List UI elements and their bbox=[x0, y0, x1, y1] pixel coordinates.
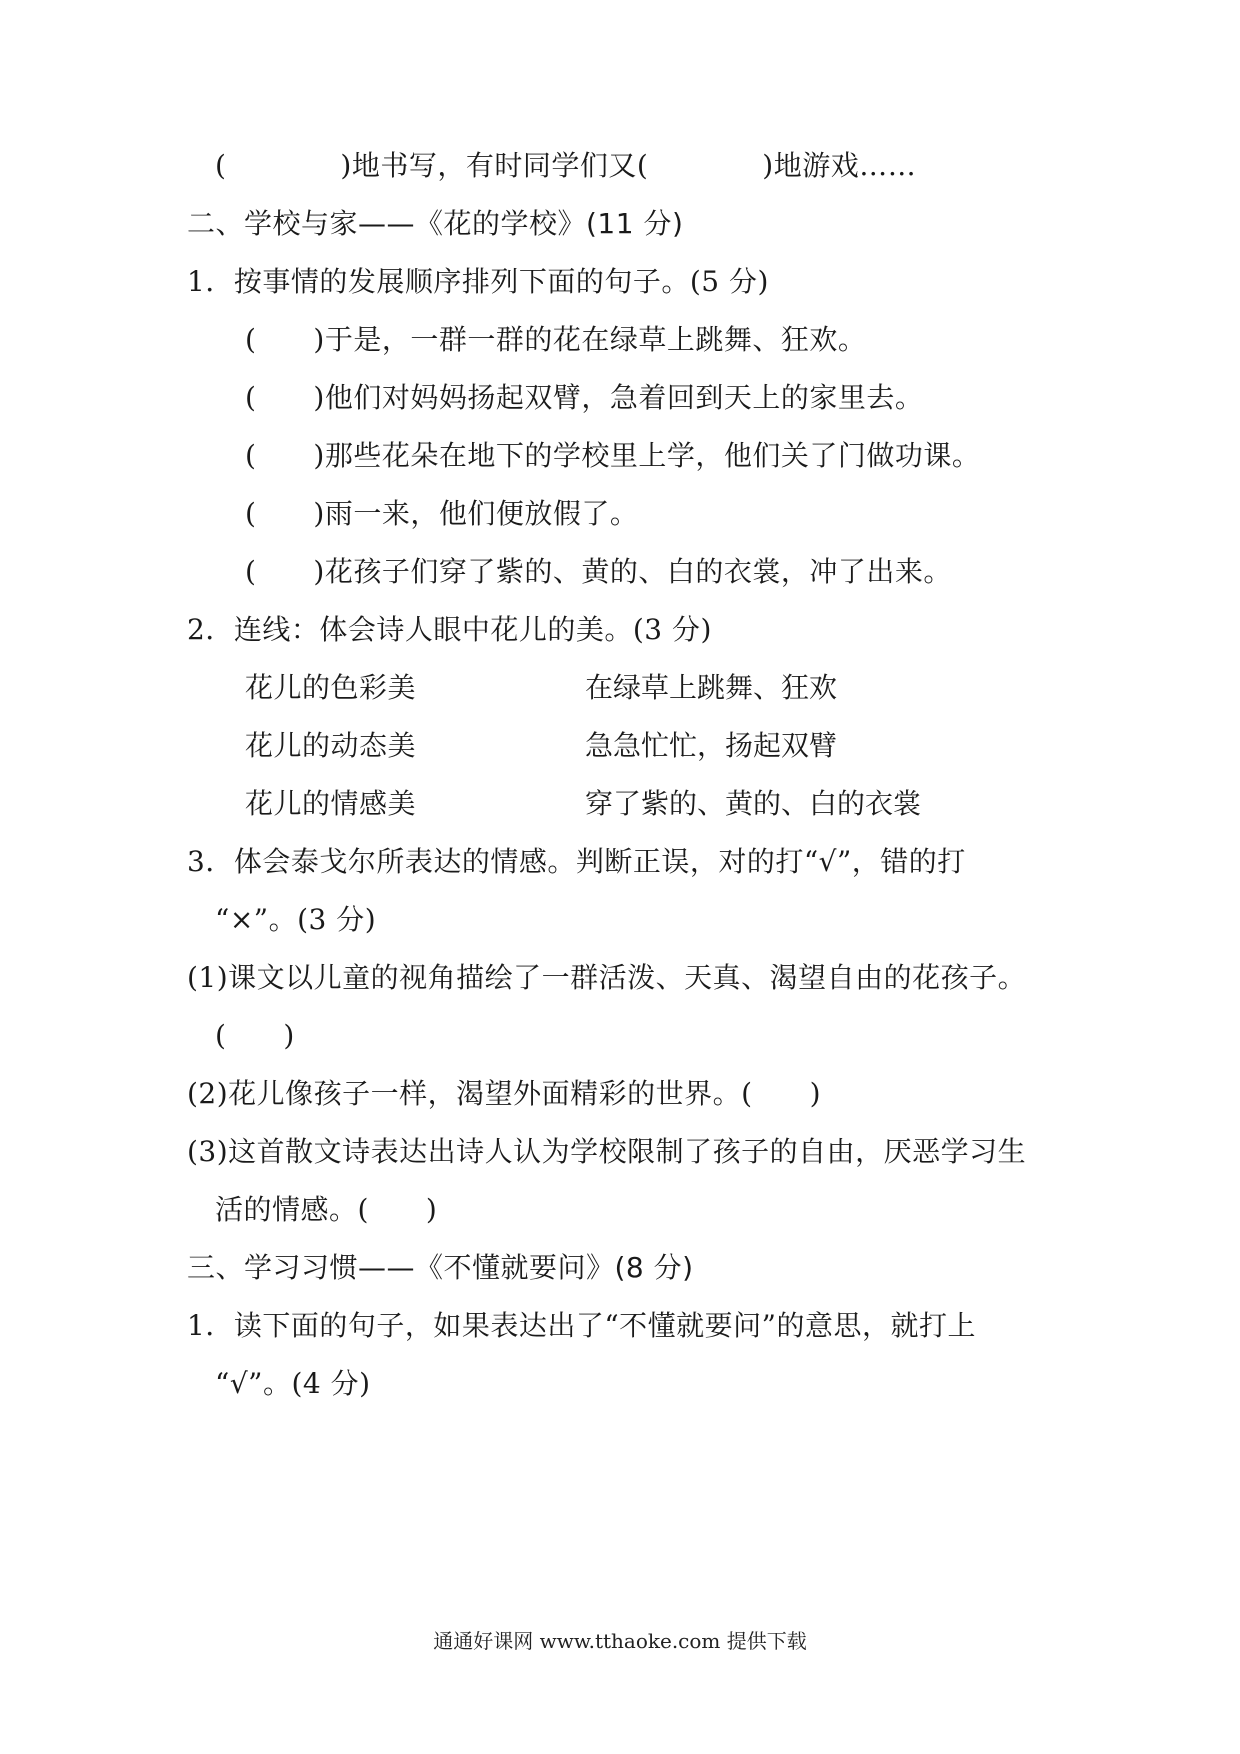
sentence-option-4: ( )雨一来，他们便放假了。 bbox=[245, 497, 639, 530]
matching-left-2: 花儿的动态美 bbox=[245, 729, 417, 762]
matching-left-1: 花儿的色彩美 bbox=[245, 671, 417, 704]
section-heading-3: 三、学习习惯——《不懂就要问》(8 分) bbox=[187, 1251, 694, 1284]
judgement-item-3-cont: 活的情感。( ) bbox=[215, 1193, 438, 1226]
sentence-option-2: ( )他们对妈妈扬起双臂，急着回到天上的家里去。 bbox=[245, 381, 924, 414]
matching-right-2: 急急忙忙，扬起双臂 bbox=[585, 729, 838, 762]
question-2-2: 2．连线：体会诗人眼中花儿的美。(3 分) bbox=[187, 613, 712, 646]
section-heading-2: 二、学校与家——《花的学校》(11 分) bbox=[187, 207, 684, 240]
matching-left-3: 花儿的情感美 bbox=[245, 787, 417, 820]
judgement-item-1-blank: ( ) bbox=[215, 1019, 295, 1052]
footer-source: 通通好课网 www.tthaoke.com 提供下载 bbox=[433, 1629, 807, 1653]
question-2-1: 1．按事情的发展顺序排列下面的句子。(5 分) bbox=[187, 265, 769, 298]
question-2-3-cont: “×”。(3 分) bbox=[215, 903, 377, 936]
question-3-1: 1．读下面的句子，如果表达出了“不懂就要问”的意思，就打上 bbox=[187, 1309, 976, 1342]
fill-in-line-continuation: ( )地书写，有时同学们又( )地游戏…… bbox=[215, 149, 917, 182]
sentence-option-5: ( )花孩子们穿了紫的、黄的、白的衣裳，冲了出来。 bbox=[245, 555, 952, 588]
matching-right-3: 穿了紫的、黄的、白的衣裳 bbox=[585, 787, 922, 820]
question-2-3: 3．体会泰戈尔所表达的情感。判断正误，对的打“√”，错的打 bbox=[187, 845, 966, 878]
judgement-item-3: (3)这首散文诗表达出诗人认为学校限制了孩子的自由，厌恶学习生 bbox=[187, 1135, 1027, 1168]
matching-right-1: 在绿草上跳舞、狂欢 bbox=[585, 671, 838, 704]
judgement-item-2: (2)花儿像孩子一样，渴望外面精彩的世界。( ) bbox=[187, 1077, 822, 1110]
sentence-option-3: ( )那些花朵在地下的学校里上学，他们关了门做功课。 bbox=[245, 439, 981, 472]
sentence-option-1: ( )于是，一群一群的花在绿草上跳舞、狂欢。 bbox=[245, 323, 867, 356]
question-3-1-cont: “√”。(4 分) bbox=[215, 1367, 371, 1400]
judgement-item-1: (1)课文以儿童的视角描绘了一群活泼、天真、渴望自由的花孩子。 bbox=[187, 961, 1027, 994]
